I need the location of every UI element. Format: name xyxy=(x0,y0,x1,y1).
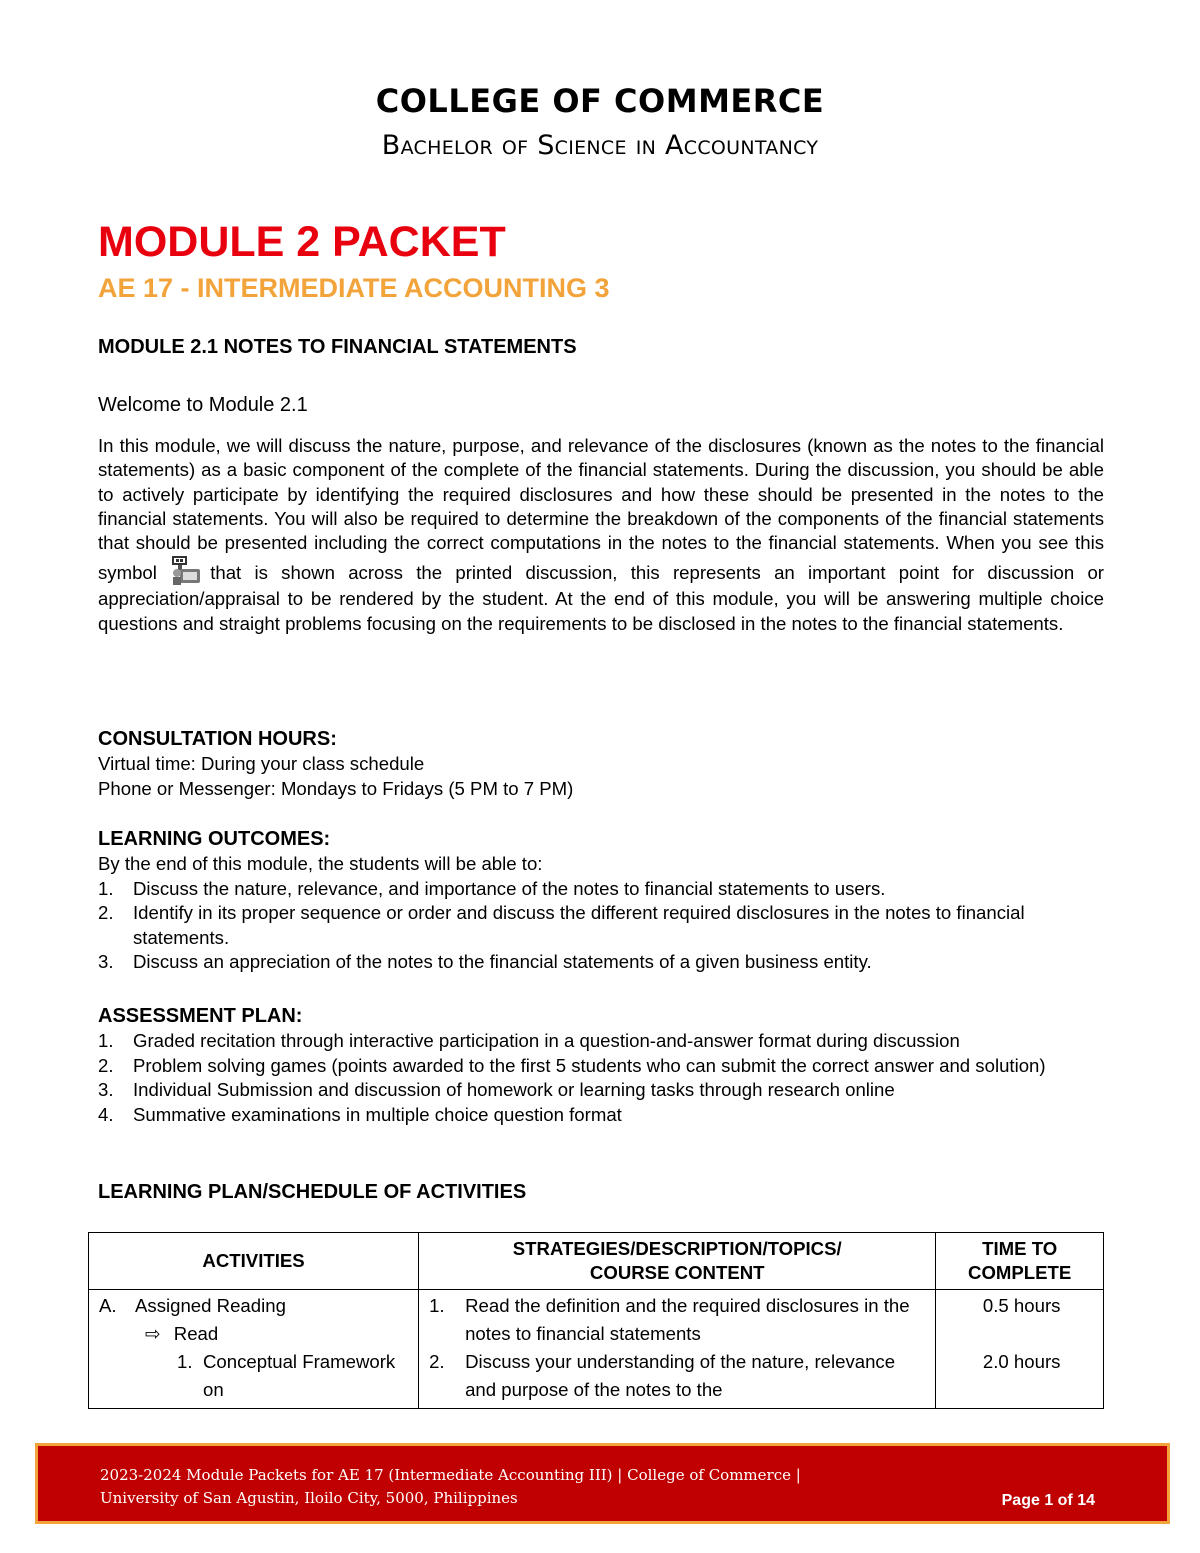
list-item xyxy=(98,1029,1104,1054)
list-number: 2. xyxy=(98,1054,114,1076)
list-number: 4. xyxy=(98,1103,114,1125)
discussion-point-icon xyxy=(170,555,204,587)
consultation-line: Virtual time: During your class schedule xyxy=(98,753,425,774)
activity-subnum: 1. xyxy=(177,1351,193,1372)
consultation-section xyxy=(98,726,1104,801)
table-header-row xyxy=(89,1233,1104,1290)
learning-plan-heading: LEARNING PLAN/SCHEDULE OF ACTIVITIES xyxy=(98,1181,527,1203)
page-number: Page 1 of 14 xyxy=(1001,1492,1095,1509)
module-title: MODULE 2 PACKET xyxy=(98,218,506,266)
strategy-item xyxy=(429,1292,929,1348)
intro-text-before-symbol: In this module, we will discuss the nature, purpose, and relevance of the disclosures (known as the notes to the financial statements) as a basic component of the complete of the financial statements. During the discussion, you should be able to actively participate by identifying the required disclosures and how these should be presented in the notes to the financial statements. You will also be required to determine the breakdown of the components of the financial statements that should be presented including the correct computations in the notes to the financial statements. When you see this symbol xyxy=(98,435,1104,584)
list-item xyxy=(98,1054,1104,1079)
list-text: Problem solving games (points awarded to the first 5 students who can submit the correct answer and solution) xyxy=(133,1054,1046,1076)
activity-cell xyxy=(89,1290,419,1409)
activity-subtitle: Read xyxy=(173,1323,219,1344)
footer-line-2: University of San Agustin, Iloilo City, 5000, Philippines xyxy=(100,1489,518,1507)
strategies-cell xyxy=(419,1290,936,1409)
list-text: Individual Submission and discussion of homework or learning tasks through research online xyxy=(133,1079,895,1101)
intro-text-after-symbol: that is shown across the printed discussion, this represents an important point for discussion or appreciation/appraisal to be rendered by the student. At the end of this module, you will be answering multiple choice questions and straight problems focusing on the requirements to be disclosed in the notes to the financial statements. xyxy=(98,562,1104,634)
module-section-title: MODULE 2.1 NOTES TO FINANCIAL STATEMENTS xyxy=(98,336,577,358)
activity-item xyxy=(99,1292,412,1320)
list-text: Summative examinations in multiple choice question format xyxy=(133,1103,622,1125)
strategy-item xyxy=(429,1348,929,1404)
learning-plan-table xyxy=(88,1232,1104,1409)
list-item xyxy=(98,877,1104,902)
activity-subitem-text: Conceptual Framework on xyxy=(203,1351,396,1400)
college-title: COLLEGE OF COMMERCE xyxy=(375,82,825,120)
column-header-strategies: STRATEGIES/DESCRIPTION/TOPICS/ COURSE CONTENT xyxy=(419,1233,936,1290)
activity-letter: A. xyxy=(99,1295,117,1316)
page-footer xyxy=(35,1443,1170,1524)
learning-outcomes-intro: By the end of this module, the students will be able to: xyxy=(98,853,543,874)
list-item xyxy=(98,901,1104,950)
welcome-text: Welcome to Module 2.1 xyxy=(98,394,308,416)
footer-line-1: 2023-2024 Module Packets for AE 17 (Intermediate Accounting III) | College of Commerce | xyxy=(100,1466,801,1484)
list-number: 1. xyxy=(98,1030,114,1051)
strategy-number: 2. xyxy=(429,1351,445,1372)
strategy-text: Discuss your understanding of the nature, relevance and purpose of the notes to the xyxy=(465,1351,896,1400)
strategy-text: Read the definition and the required disclosures in the notes to financial statements xyxy=(465,1295,910,1344)
strategy-number: 1. xyxy=(429,1295,445,1316)
learning-outcomes-list xyxy=(98,877,1104,975)
assessment-plan-section xyxy=(98,1003,1104,1127)
degree-title: Bachelor of Science in Accountancy xyxy=(381,130,819,161)
assessment-plan-list xyxy=(98,1029,1104,1127)
course-title: AE 17 - INTERMEDIATE ACCOUNTING 3 xyxy=(98,273,610,303)
list-item xyxy=(98,1078,1104,1103)
table-row xyxy=(89,1290,1104,1409)
time-value: 2.0 hours xyxy=(982,1351,1061,1372)
time-cell xyxy=(936,1290,1104,1409)
list-text: Identify in its proper sequence or order and discuss the different required disclosures in the notes to financial statements. xyxy=(133,902,1025,948)
learning-outcomes-heading: LEARNING OUTCOMES: xyxy=(98,828,331,850)
list-number: 2. xyxy=(98,902,114,924)
list-number: 3. xyxy=(98,951,114,973)
activity-subsubitem xyxy=(99,1348,412,1404)
column-header-time: TIME TO COMPLETE xyxy=(936,1233,1104,1290)
consultation-line: Phone or Messenger: Mondays to Fridays (5 PM to 7 PM) xyxy=(98,777,574,799)
list-item xyxy=(98,1103,1104,1128)
time-value: 0.5 hours xyxy=(982,1295,1061,1316)
list-number: 3. xyxy=(98,1079,114,1101)
arrow-right-icon: ⇨ xyxy=(145,1323,161,1344)
list-item xyxy=(98,950,1104,975)
assessment-plan-heading: ASSESSMENT PLAN: xyxy=(98,1005,303,1027)
activity-subitem xyxy=(99,1320,412,1348)
column-header-activities: ACTIVITIES xyxy=(89,1233,419,1290)
activity-title: Assigned Reading xyxy=(135,1295,286,1316)
list-number: 1. xyxy=(98,877,114,899)
intro-paragraph xyxy=(98,434,1104,636)
list-text: Graded recitation through interactive participation in a question-and-answer format during discussion xyxy=(133,1030,960,1051)
list-text: Discuss an appreciation of the notes to the financial statements of a given business entity. xyxy=(133,951,872,973)
consultation-heading: CONSULTATION HOURS: xyxy=(98,728,337,750)
learning-outcomes-section xyxy=(98,826,1104,975)
list-text: Discuss the nature, relevance, and importance of the notes to financial statements to users. xyxy=(133,877,886,899)
